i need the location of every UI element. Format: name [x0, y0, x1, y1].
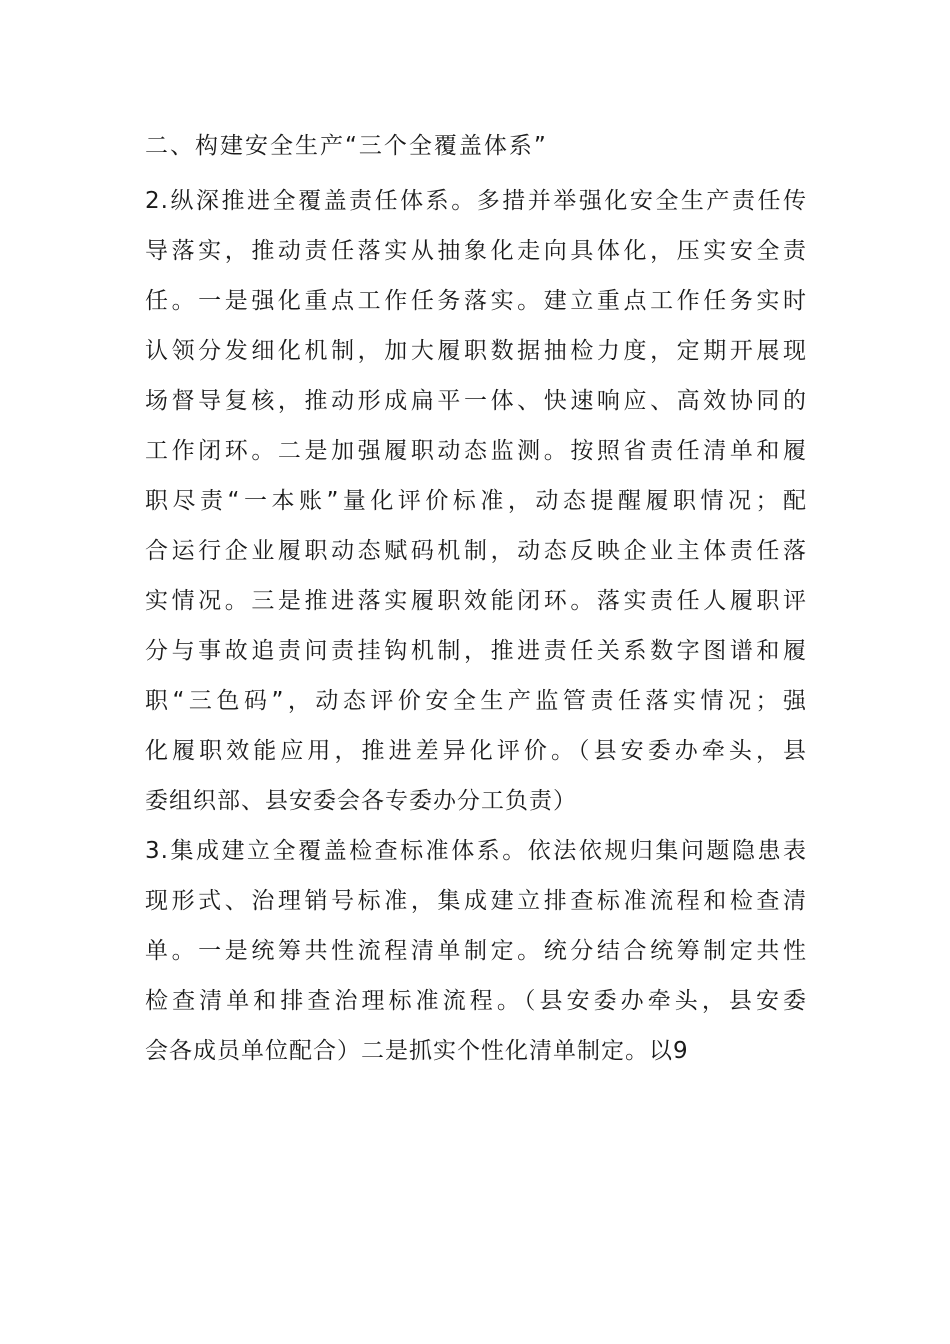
paragraph-3 — [145, 826, 807, 1076]
paragraph-line: 现形式、治理销号标准，集成建立排查标准流程和检查清 — [145, 888, 807, 914]
document-body — [145, 128, 807, 1076]
paragraph-line: 任。一是强化重点工作任务落实。建立重点工作任务实时 — [145, 288, 807, 314]
paragraph-line: 导落实，推动责任落实从抽象化走向具体化，压实安全责 — [145, 238, 807, 264]
paragraph-line: 化履职效能应用，推进差异化评价。（县安委办牵头，县 — [145, 738, 807, 764]
paragraph-line: 会各成员单位配合）二是抓实个性化清单制定。以9 — [145, 1038, 689, 1064]
section-heading: 二、构建安全生产“三个全覆盖体系” — [145, 133, 548, 159]
paragraph-line: 单。一是统筹共性流程清单制定。统分结合统筹制定共性 — [145, 938, 807, 964]
paragraph-line: 合运行企业履职动态赋码机制，动态反映企业主体责任落 — [145, 538, 807, 564]
paragraph-line: 3.集成建立全覆盖检查标准体系。依法依规归集问题隐患表 — [145, 838, 807, 864]
paragraph-line: 分与事故追责问责挂钩机制，推进责任关系数字图谱和履 — [145, 638, 807, 664]
paragraph-line: 职“三色码”，动态评价安全生产监管责任落实情况；强 — [145, 688, 807, 714]
paragraph-line: 实情况。三是推进落实履职效能闭环。落实责任人履职评 — [145, 588, 807, 614]
paragraph-2 — [145, 176, 807, 826]
paragraph-line: 职尽责“一本账”量化评价标准，动态提醒履职情况；配 — [145, 488, 807, 514]
paragraph-line: 检查清单和排查治理标准流程。（县安委办牵头，县安委 — [145, 988, 807, 1014]
paragraph-line: 认领分发细化机制，加大履职数据抽检力度，定期开展现 — [145, 338, 807, 364]
paragraph-line: 场督导复核，推动形成扁平一体、快速响应、高效协同的 — [145, 388, 807, 414]
paragraph-line: 2.纵深推进全覆盖责任体系。多措并举强化安全生产责任传 — [145, 188, 807, 214]
paragraph-line: 工作闭环。二是加强履职动态监测。按照省责任清单和履 — [145, 438, 807, 464]
paragraph-line: 委组织部、县安委会各专委办分工负责） — [145, 788, 577, 814]
